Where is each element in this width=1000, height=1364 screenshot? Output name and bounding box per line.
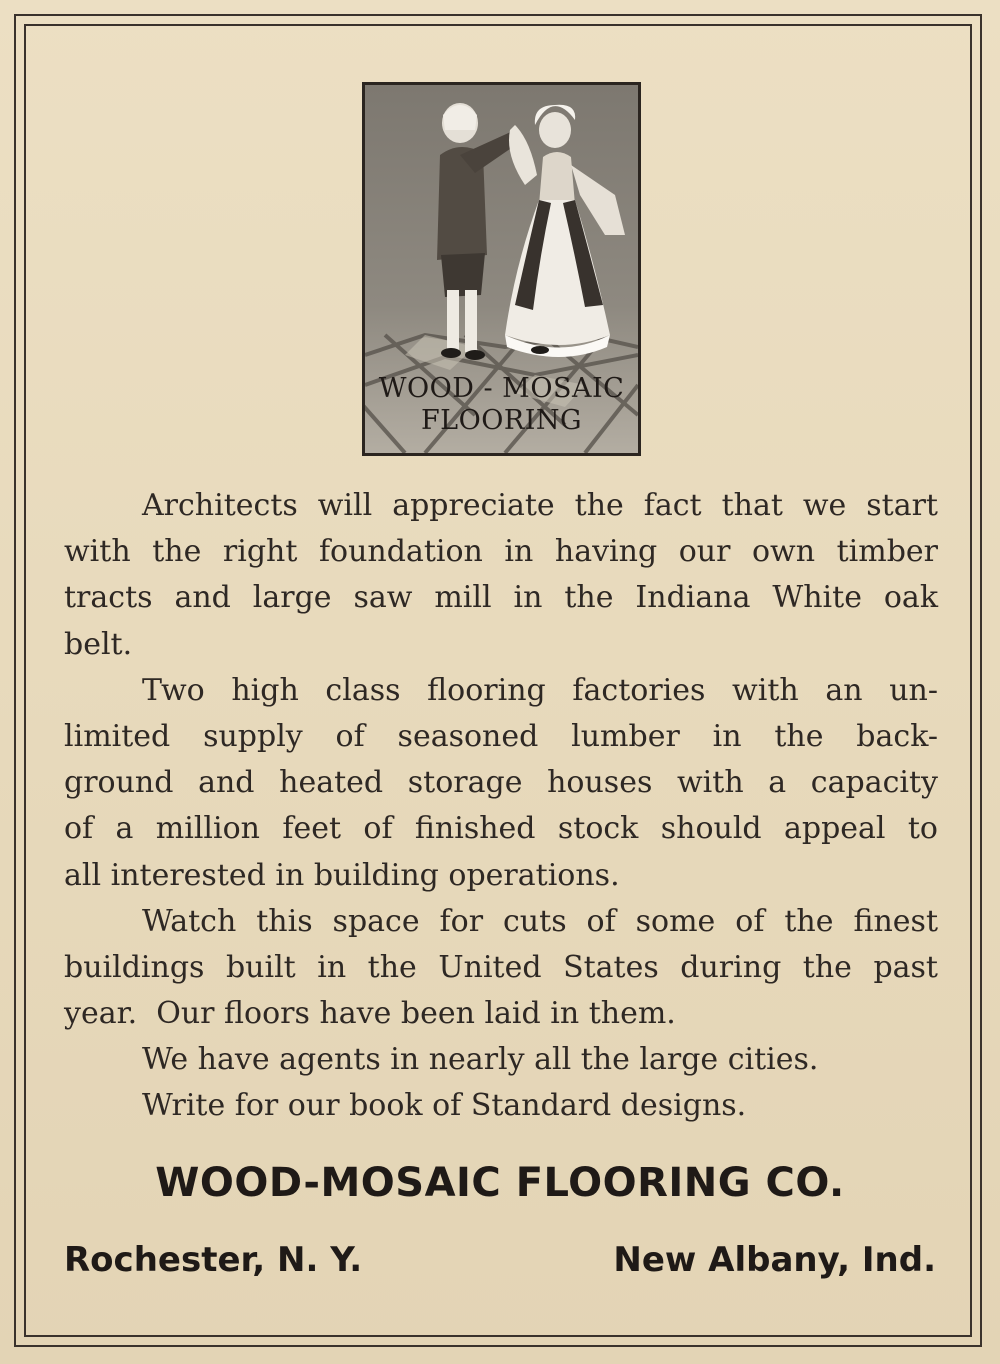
body-line: We have agents in nearly all the large cities. [142,1042,819,1078]
body-line: tracts and large saw mill in the Indiana White oak [64,580,938,616]
body-line: buildings built in the United States during the past [64,949,938,985]
body-line: belt. [64,626,133,662]
body-line: year. Our floors have been laid in them. [64,996,676,1032]
body-line: all interested in building operations. [64,857,620,893]
body-copy [64,483,938,1130]
body-line: of a million feet of finished stock should appeal to [64,811,938,847]
city-rochester: Rochester, N. Y. [64,1240,363,1280]
body-line: Write for our book of Standard designs. [142,1088,747,1124]
company-name: WOOD-MOSAIC FLOORING CO. [155,1160,845,1206]
illustration-caption-line1: WOOD - MOSAIC [378,373,625,404]
illustration-caption-line2: FLOORING [420,405,583,436]
body-line: with the right foundation in having our own timber [64,534,938,570]
body-line: ground and heated storage houses with a capacity [64,765,938,801]
body-line: Two high class flooring factories with an un- [142,672,938,708]
dancing-couple-illustration [362,82,641,456]
body-line: Architects will appreciate the fact that we start [142,488,938,523]
body-line: limited supply of seasoned lumber in the back- [64,718,938,754]
body-line: Watch this space for cuts of some of the finest [142,903,938,939]
city-new-albany: New Albany, Ind. [613,1240,936,1280]
